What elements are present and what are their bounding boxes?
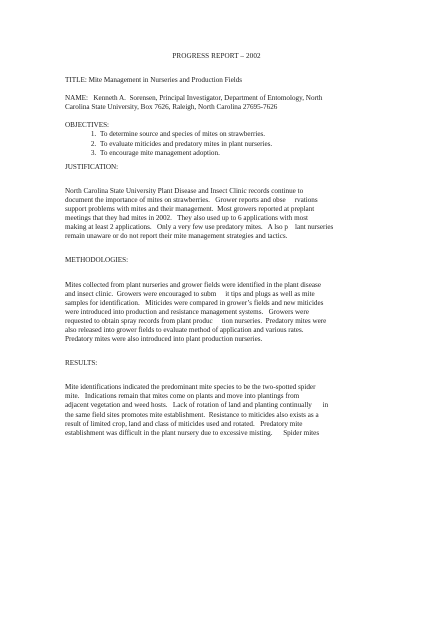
paragraph-line: adjacent vegetation and weed hosts. Lack of rotation of land and planting continually in <box>65 401 329 410</box>
paragraph-line: meetings that they had mites in 2002. They also used up to 6 applications with most <box>65 214 309 223</box>
report-header: PROGRESS REPORT – 2002 <box>172 52 261 60</box>
name-line: NAME: Kenneth A. Sorensen, Principal Investigator, Department of Entomology, North <box>65 94 323 103</box>
objectives-list <box>65 130 368 157</box>
paragraph-line: mite. Indications remain that mites come on plants and move into plantings from <box>65 392 300 401</box>
objectives-heading: OBJECTIVES: <box>65 121 110 130</box>
justification-heading: JUSTIFICATION: <box>65 162 119 171</box>
paragraph-line: and insect clinic. Growers were encouraged to subm it tips and plugs as well as mite <box>65 289 315 298</box>
paragraph-line: the same field sites promotes mite establishment. Resistance to miticides also exists as a <box>65 410 319 419</box>
paragraph-line: making at least 2 applications. Only a very few use predatory mites. A lso p lant nurseries <box>65 223 334 232</box>
results-heading: RESULTS: <box>65 359 98 368</box>
paragraph-line: establishment was difficult in the plant nursery due to excessive misting. Spider mites <box>65 428 320 437</box>
paragraph-line: samples for identification. Miticides were compared in grower’s fields and new miticides <box>65 298 324 307</box>
paragraph-line: also released into grower fields to evaluate method of application and various rates. <box>65 325 304 334</box>
paragraph-line: Mite identifications indicated the predominant mite species to be the two-spotted spider <box>65 383 316 392</box>
report-title-line: TITLE: Mite Management in Nurseries and Production Fields <box>65 76 243 85</box>
document-page <box>0 52 440 621</box>
paragraph-line: Mites collected from plant nurseries and grower fields were identified in the plant disease <box>65 280 321 289</box>
paragraph-line: requested to obtain spray records from plant produc tion nurseries. Predatory mites were <box>65 316 327 325</box>
paragraph-line: Predatory mites were also introduced into plant production nurseries. <box>65 335 263 344</box>
objective-item: 3. To encourage mite management adoption. <box>98 149 368 158</box>
paragraph-line: result of limited crop, land and class of miticides used and rotated. Predatory mite <box>65 419 303 428</box>
objective-item: 1. To determine source and species of mites on strawberries. <box>98 130 368 139</box>
paragraph-line: remain unaware or do not report their mite management strategies and tactics. <box>65 232 288 241</box>
objective-item: 2. To evaluate miticides and predatory mites in plant nurseries. <box>98 140 368 149</box>
methodologies-heading: METHODOLOGIES: <box>65 256 129 265</box>
paragraph-line: North Carolina State University Plant Disease and Insect Clinic records continue to <box>65 186 304 195</box>
results-paragraph <box>65 383 368 438</box>
paragraph-line: support problems with mites and their management. Most growers reported at preplant <box>65 205 315 214</box>
name-line: Carolina State University, Box 7626, Raleigh, North Carolina 27695-7626 <box>65 103 278 112</box>
methodologies-paragraph <box>65 281 368 345</box>
paragraph-line: document the importance of mites on strawberries. Grower reports and obse rvations <box>65 195 318 204</box>
justification-paragraph <box>65 187 368 242</box>
paragraph-line: were introduced into production and resistance management systems. Growers were <box>65 307 309 316</box>
name-block <box>65 94 368 112</box>
